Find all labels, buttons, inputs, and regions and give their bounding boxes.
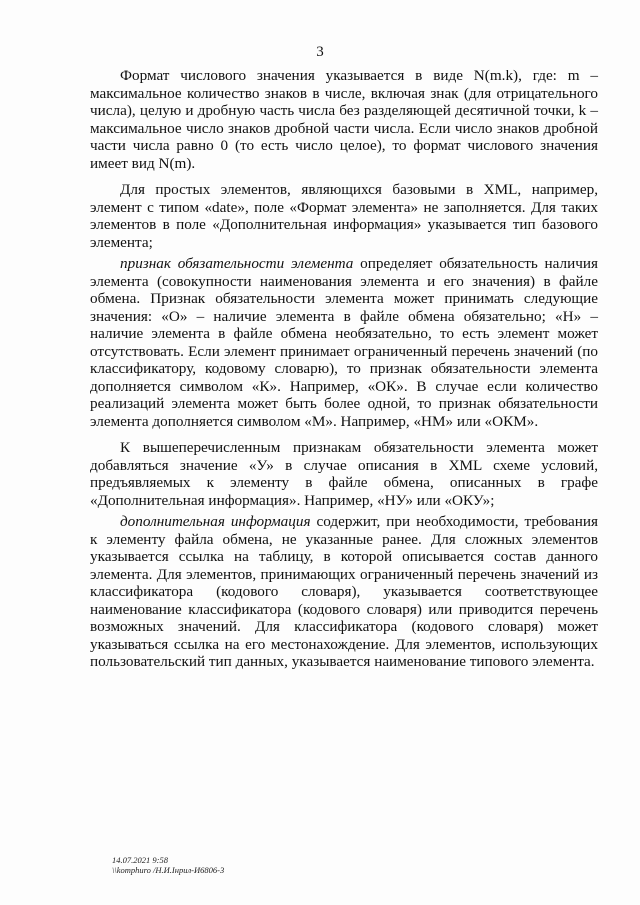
paragraph-simple-elements: Для простых элементов, являющихся базовыми в XML, например, элемент с типом «date», поле «Формат элемента» не заполняется. Для таких элементов в поле «Дополнительная информация» указывается тип базового элемента;: [90, 181, 598, 251]
term-obligation-sign: признак обязательности элемента: [120, 255, 354, 272]
page-number: 3: [316, 44, 324, 60]
document-body: [90, 67, 598, 680]
paragraph-condition-flag: К вышеперечисленным признакам обязательности элемента может добавляться значение «У» в случае описания в XML схеме условий, предъявляемых к элементу в файле обмена, описанных в графе «Дополнительная информация». Например, «НУ» или «ОКУ»;: [90, 439, 598, 509]
footer-file-path: \\komphuro /Н.И.Інрил-И6806-3: [112, 865, 225, 875]
term-additional-info: дополнительная информация: [120, 513, 311, 530]
paragraph-obligation-sign: [90, 255, 598, 430]
paragraph-obligation-text: определяет обязательность наличия элемента (совокупности наименования элемента и его значения) в файле обмена. Признак обязательности элемента может принимать следующие значения: «О» – наличие элемента в файле обмена обязательно; «Н» – наличие элемента в файле обмена необязательно, то есть элемент может отсутствовать. Если элемент принимает ограниченный перечень значений (по классификатору, кодовому словарю), то признак обязательности элемента дополняется символом «К». Например, «ОК». В случае если количество реализаций элемента может быть более одной, то признак обязательности элемента дополняется символом «М». Например, «НМ» или «ОКМ».: [90, 255, 598, 430]
paragraph-additional-text: содержит, при необходимости, требования к элементу файла обмена, не указанные ранее. Для сложных элементов указывается ссылка на таблицу, в которой описывается состав данного элемента. Для элементов, принимающих ограниченный перечень значений из классификатора (кодового словаря), указывается соответствующее наименование классификатора (кодового словаря) или приводится перечень возможных значений. Для классификатора (кодового словаря) может указываться ссылка на его местонахождение. Для элементов, использующих пользовательский тип данных, указывается наименование типового элемента.: [90, 513, 598, 670]
footer-timestamp: 14.07.2021 9:58: [112, 855, 168, 865]
print-footer: [112, 855, 224, 875]
paragraph-additional-info: [90, 513, 598, 671]
paragraph-number-format: Формат числового значения указывается в виде N(m.k), где: m – максимальное количество знаков в числе, включая знак (для отрицательного числа), целую и дробную часть числа без разделяющей десятичной точки, k – максимальное число знаков дробной части числа. Если число знаков дробной части числа равно 0 (то есть число целое), то формат числового значения имеет вид N(m).: [90, 67, 598, 172]
